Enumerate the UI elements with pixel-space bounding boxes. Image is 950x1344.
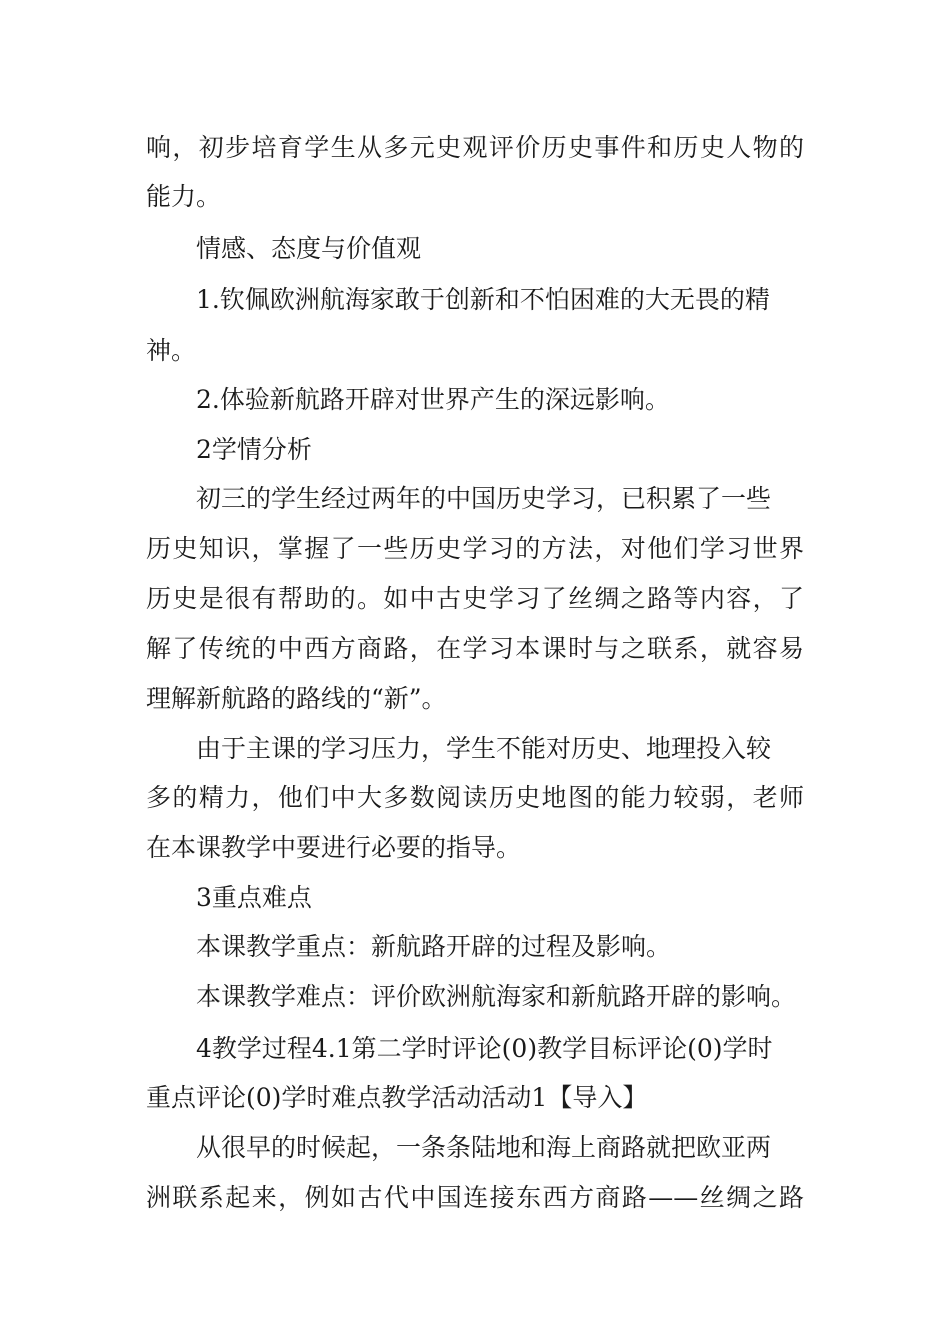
text-line: 历史是很有帮助的。如中古史学习了丝绸之路等内容，了 xyxy=(146,584,804,613)
list-item: 2.体验新航路开辟对世界产生的深远影响。 xyxy=(196,385,670,414)
section-heading: 3重点难点 xyxy=(196,883,312,912)
section-heading: 2学情分析 xyxy=(196,435,312,464)
text-line: 理解新航路的路线的“新”。 xyxy=(146,684,447,713)
text-line: 从很早的时候起，一条条陆地和海上商路就把欧亚两 xyxy=(196,1133,772,1162)
text-line: 重点评论(0)学时难点教学活动活动1【导入】 xyxy=(146,1083,648,1112)
text-line: 能力。 xyxy=(146,182,222,211)
text-line: 由于主课的学习压力，学生不能对历史、地理投入较 xyxy=(196,734,772,763)
text-line: 洲联系起来，例如古代中国连接东西方商路——丝绸之路 xyxy=(146,1183,804,1212)
text-line: 本课教学难点：评价欧洲航海家和新航路开辟的影响。 xyxy=(196,982,797,1011)
list-item: 1.钦佩欧洲航海家敢于创新和不怕困难的大无畏的精 xyxy=(196,285,770,314)
text-line: 在本课教学中要进行必要的指导。 xyxy=(146,833,522,862)
text-line: 4教学过程4.1第二学时评论(0)教学目标评论(0)学时 xyxy=(196,1034,773,1063)
text-line: 历史知识，掌握了一些历史学习的方法，对他们学习世界 xyxy=(146,534,804,563)
text-line: 初三的学生经过两年的中国历史学习，已积累了一些 xyxy=(196,484,772,513)
text-line: 神。 xyxy=(146,336,197,365)
text-line: 本课教学重点：新航路开辟的过程及影响。 xyxy=(196,932,672,961)
section-heading: 情感、态度与价值观 xyxy=(196,234,422,263)
text-line: 多的精力，他们中大多数阅读历史地图的能力较弱，老师 xyxy=(146,783,804,812)
text-line: 响，初步培育学生从多元史观评价历史事件和历史人物的 xyxy=(146,133,804,162)
text-line: 解了传统的中西方商路，在学习本课时与之联系，就容易 xyxy=(146,634,804,663)
